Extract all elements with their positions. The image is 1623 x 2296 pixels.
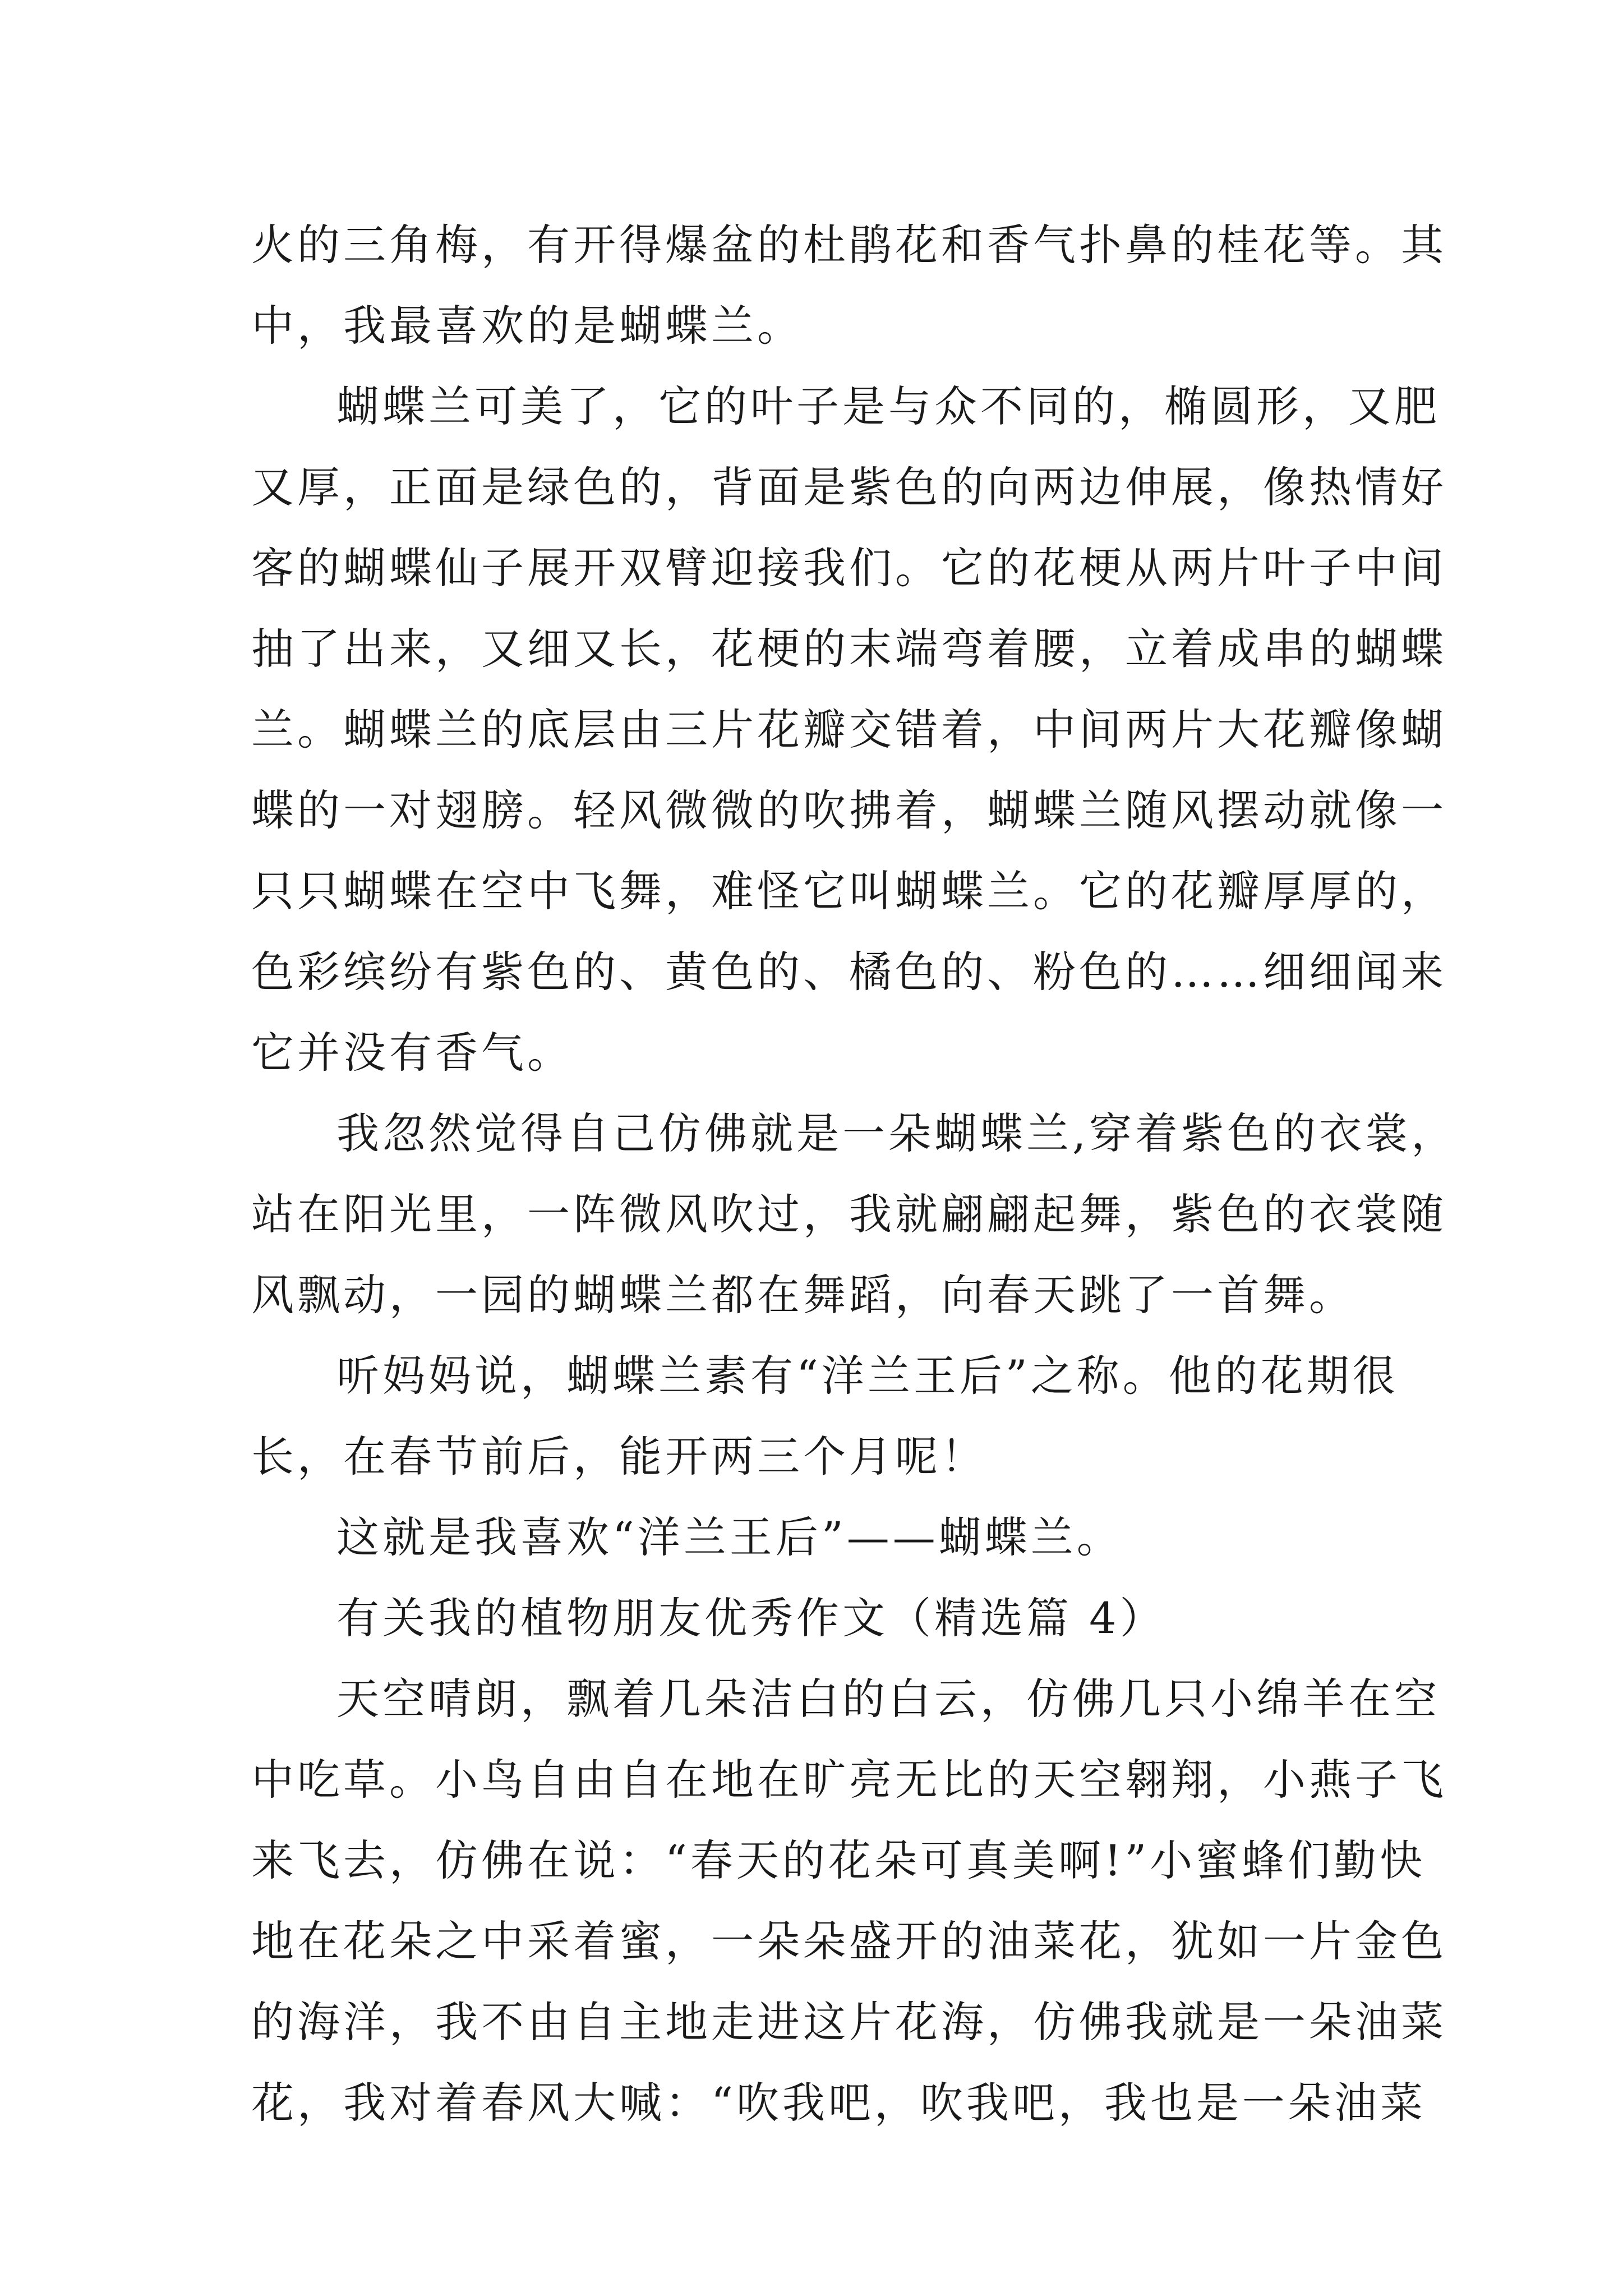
text-line: 长，在春节前后，能开两三个月呢！ — [251, 1432, 987, 1481]
text-line: 又厚，正面是绿色的，背面是紫色的向两边伸展，像热情好 — [251, 462, 1447, 512]
section-heading: 有关我的植物朋友优秀作文（精选篇 4） — [336, 1593, 1166, 1643]
text-line: 风飘动，一园的蝴蝶兰都在舞蹈，向春天跳了一首舞。 — [251, 1270, 1355, 1320]
text-line: 的海洋，我不由自主地走进这片花海，仿佛我就是一朵油菜 — [251, 1997, 1447, 2047]
text-line: 花，我对着春风大喊：“吹我吧，吹我吧，我也是一朵油菜 — [251, 2078, 1426, 2128]
text-line: 地在花朵之中采着蜜，一朵朵盛开的油菜花，犹如一片金色 — [251, 1916, 1447, 1966]
text-line: 蝴蝶兰可美了，它的叶子是与众不同的，椭圆形，又肥 — [336, 381, 1440, 431]
text-line: 火的三角梅，有开得爆盆的杜鹃花和香气扑鼻的桂花等。其 — [251, 220, 1447, 270]
text-line: 蝶的一对翅膀。轻风微微的吹拂着，蝴蝶兰随风摆动就像一 — [251, 785, 1447, 835]
text-line: 客的蝴蝶仙子展开双臂迎接我们。它的花梗从两片叶子中间 — [251, 543, 1447, 593]
text-line: 兰。蝴蝶兰的底层由三片花瓣交错着，中间两片大花瓣像蝴 — [251, 705, 1447, 754]
essay-text — [251, 205, 1458, 2143]
text-line: 它并没有香气。 — [251, 1028, 573, 1078]
text-line: 听妈妈说，蝴蝶兰素有“洋兰王后”之称。他的花期很 — [336, 1351, 1399, 1401]
text-line: 我忽然觉得自己仿佛就是一朵蝴蝶兰,穿着紫色的衣裳， — [336, 1108, 1458, 1158]
text-line: 中吃草。小鸟自由自在地在旷亮无比的天空翱翔，小燕子飞 — [251, 1755, 1447, 1805]
text-line: 来飞去，仿佛在说：“春天的花朵可真美啊!”小蜜蜂们勤快 — [251, 1835, 1426, 1885]
text-line: 色彩缤纷有紫色的、黄色的、橘色的、粉色的……细细闻来 — [251, 947, 1447, 997]
text-line: 抽了出来，又细又长，花梗的末端弯着腰，立着成串的蝴蝶 — [251, 624, 1447, 674]
text-line: 这就是我喜欢“洋兰王后”——蝴蝶兰。 — [336, 1512, 1123, 1562]
text-line: 站在阳光里，一阵微风吹过，我就翩翩起舞，紫色的衣裳随 — [251, 1189, 1447, 1239]
text-line: 天空晴朗，飘着几朵洁白的白云，仿佛几只小绵羊在空 — [336, 1674, 1440, 1724]
text-line: 只只蝴蝶在空中飞舞，难怪它叫蝴蝶兰。它的花瓣厚厚的， — [251, 866, 1447, 916]
text-line: 中，我最喜欢的是蝴蝶兰。 — [251, 301, 803, 351]
